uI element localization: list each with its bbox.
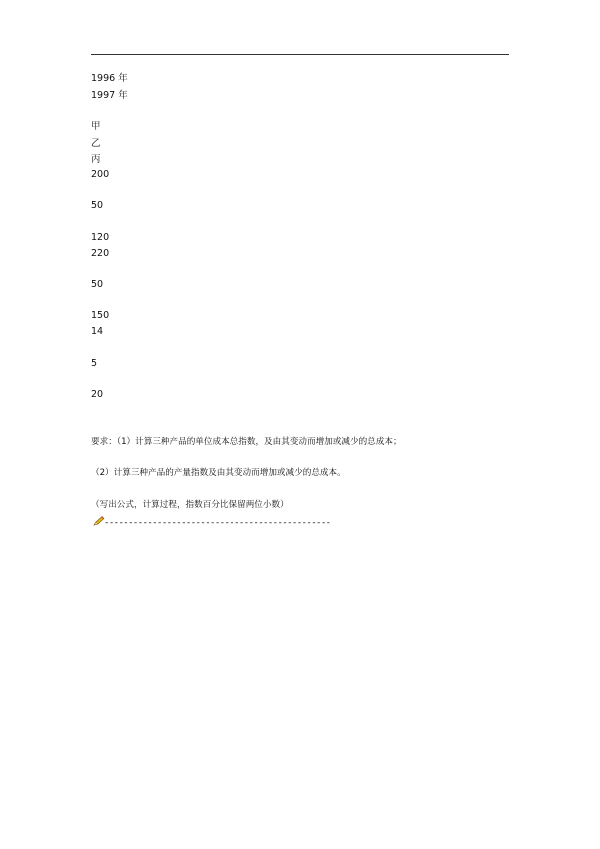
value-cell: 14 — [91, 326, 104, 337]
requirement-note: （写出公式，计算过程，指数百分比保留两位小数） — [91, 500, 289, 510]
value-cell: 200 — [91, 169, 110, 180]
product-jia-label: 甲 — [91, 121, 101, 132]
requirement-2: （2）计算三种产品的产量指数及由其变动而增加或减少的总成本。 — [91, 468, 346, 478]
value-cell: 50 — [91, 200, 104, 211]
separator-dashes: ----------------------------------------------- — [104, 518, 331, 528]
value-cell: 220 — [91, 248, 110, 259]
value-cell: 20 — [91, 389, 104, 400]
value-cell: 120 — [91, 232, 110, 243]
value-cell: 150 — [91, 310, 110, 321]
requirement-1: 要求：（1）计算三种产品的单位成本总指数，及由其变动而增加或减少的总成本； — [91, 437, 402, 447]
header-rule — [91, 54, 509, 55]
year-1997-label: 1997 年 — [91, 90, 128, 101]
product-yi-label: 乙 — [91, 138, 101, 149]
value-cell: 5 — [91, 358, 98, 369]
product-bing-label: 丙 — [91, 154, 101, 165]
value-cell: 50 — [91, 279, 104, 290]
year-1996-label: 1996 年 — [91, 73, 128, 84]
